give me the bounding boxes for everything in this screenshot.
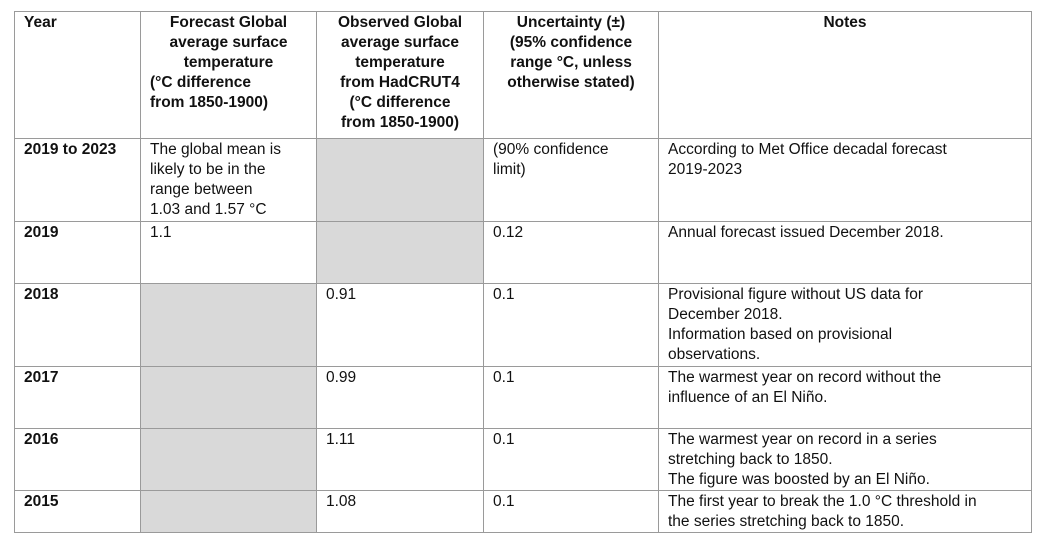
table-row — [15, 284, 1032, 367]
cell-notes-line: 2019-2023 — [668, 161, 743, 178]
cell-uncertainty-line: (90% confidence — [493, 141, 609, 158]
cell-notes — [659, 491, 1032, 533]
cell-notes — [659, 139, 1032, 222]
header-observed-line: temperature — [355, 54, 445, 71]
header-row — [15, 12, 1032, 139]
cell-uncertainty-line: 0.1 — [493, 493, 515, 510]
cell-uncertainty — [484, 284, 659, 367]
cell-notes-line: Provisional figure without US data for — [668, 286, 924, 303]
cell-observed: 0.99 — [317, 367, 484, 429]
cell-uncertainty-line: 0.1 — [493, 369, 515, 386]
cell-uncertainty — [484, 222, 659, 284]
table-row — [15, 222, 1032, 284]
cell-forecast-empty — [141, 429, 317, 491]
header-forecast-line: Forecast Global — [169, 14, 288, 31]
cell-forecast — [141, 222, 317, 284]
cell-year: 2018 — [15, 284, 141, 367]
cell-notes-line: observations. — [668, 346, 761, 363]
temperature-table — [14, 11, 1032, 533]
cell-year: 2019 — [15, 222, 141, 284]
cell-year: 2016 — [15, 429, 141, 491]
cell-uncertainty — [484, 429, 659, 491]
cell-notes-line: stretching back to 1850. — [668, 451, 833, 468]
header-observed — [317, 12, 484, 139]
header-forecast — [141, 12, 317, 139]
table-row — [15, 139, 1032, 222]
table-row — [15, 367, 1032, 429]
header-uncertainty-line: Uncertainty (±) — [516, 14, 626, 31]
cell-notes-line: The warmest year on record in a series — [668, 431, 937, 448]
cell-forecast-line: range between — [150, 181, 253, 198]
table-row — [15, 429, 1032, 491]
cell-notes — [659, 222, 1032, 284]
header-observed-line: Observed Global — [337, 14, 463, 31]
header-notes: Notes — [659, 12, 1032, 139]
cell-observed-empty — [317, 222, 484, 284]
cell-uncertainty — [484, 367, 659, 429]
table-row — [15, 491, 1032, 533]
cell-notes — [659, 284, 1032, 367]
header-year: Year — [15, 12, 141, 139]
cell-observed: 0.91 — [317, 284, 484, 367]
cell-observed-empty — [317, 139, 484, 222]
cell-forecast-line: 1.03 and 1.57 °C — [150, 201, 267, 218]
cell-uncertainty-line: limit) — [493, 161, 526, 178]
cell-notes-line: Annual forecast issued December 2018. — [668, 224, 944, 241]
header-observed-line: from HadCRUT4 — [340, 74, 460, 91]
cell-notes-line: influence of an El Niño. — [668, 389, 828, 406]
cell-forecast-empty — [141, 367, 317, 429]
cell-notes-line: The warmest year on record without the — [668, 369, 942, 386]
cell-notes-line: December 2018. — [668, 306, 783, 323]
header-observed-line: average surface — [340, 34, 460, 51]
header-uncertainty-line: (95% confidence — [509, 34, 633, 51]
cell-forecast-empty — [141, 491, 317, 533]
cell-year: 2015 — [15, 491, 141, 533]
cell-forecast-empty — [141, 284, 317, 367]
header-uncertainty-line: otherwise stated) — [507, 74, 635, 91]
cell-notes-line: Information based on provisional — [668, 326, 893, 343]
cell-observed: 1.11 — [317, 429, 484, 491]
header-forecast-line: temperature — [183, 54, 274, 71]
cell-forecast — [141, 139, 317, 222]
cell-uncertainty — [484, 491, 659, 533]
cell-uncertainty-line: 0.1 — [493, 286, 515, 303]
header-uncertainty — [484, 12, 659, 139]
cell-notes — [659, 429, 1032, 491]
cell-notes-line: The first year to break the 1.0 °C threshold in — [668, 493, 977, 510]
cell-uncertainty — [484, 139, 659, 222]
cell-year: 2019 to 2023 — [15, 139, 141, 222]
cell-notes-line: According to Met Office decadal forecast — [668, 141, 947, 158]
header-forecast-line: from 1850-1900) — [150, 94, 269, 111]
cell-notes — [659, 367, 1032, 429]
header-forecast-line: average surface — [169, 34, 288, 51]
cell-year: 2017 — [15, 367, 141, 429]
cell-uncertainty-line: 0.1 — [493, 431, 515, 448]
cell-forecast-line: likely to be in the — [150, 161, 266, 178]
cell-forecast-line: The global mean is — [150, 141, 281, 158]
cell-notes-line: The figure was boosted by an El Niño. — [668, 471, 930, 488]
header-observed-line: from 1850-1900) — [340, 114, 460, 131]
header-observed-line: (°C difference — [349, 94, 451, 111]
header-uncertainty-line: range °C, unless — [510, 54, 632, 71]
cell-observed: 1.08 — [317, 491, 484, 533]
header-forecast-line: (°C difference — [150, 74, 251, 91]
cell-uncertainty-line: 0.12 — [493, 224, 524, 241]
cell-forecast-line: 1.1 — [150, 224, 172, 241]
cell-notes-line: the series stretching back to 1850. — [668, 513, 905, 530]
